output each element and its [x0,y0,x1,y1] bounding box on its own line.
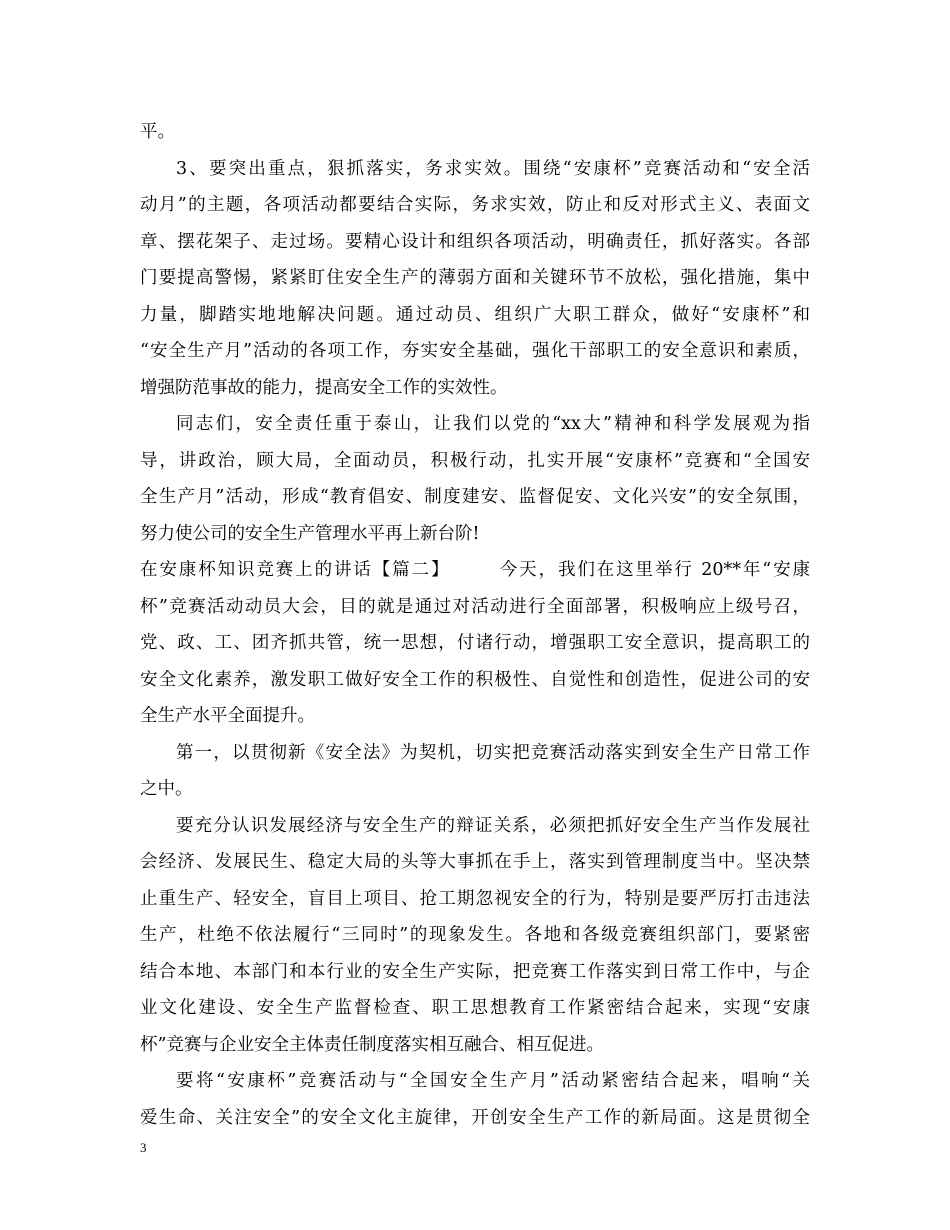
text-line: 要充分认识发展经济与安全生产的辩证关系，必须把抓好安全生产当作发展社 [176,815,810,836]
text-line: 动月”的主题，各项活动都要结合实际，务求实效，防止和反对形式主义、表面文 [140,195,810,215]
text-line: 第一，以贯彻新《安全法》为契机，切实把竞赛活动落实到安全生产日常工作 [176,742,810,763]
text-line: 杯”竞赛活动动员大会，目的就是通过对活动进行全面部署，积极响应上级号召， [140,596,810,617]
text-line: 导，讲政治，顾大局，全面动员，积极行动，扎实开展“安康杯”竞赛和“全国安 [140,450,810,471]
text-line: 会经济、发展民生、稳定大局的头等大事抓在手上，落实到管理制度当中。坚决禁 [140,852,810,872]
text-line: 增强防范事故的能力，提高安全工作的实效性。 [140,377,508,398]
body-text [140,114,810,1136]
text-line: 门要提高警惕，紧紧盯住安全生产的薄弱方面和关键环节不放松，强化措施，集中 [140,268,810,288]
text-line: 业文化建设、安全生产监督检查、职工思想教育工作紧密结合起来，实现“安康 [140,998,810,1018]
text-line: 之中。 [140,779,193,799]
text-line: 杯”竞赛与企业安全主体责任制度落实相互融合、相互促进。 [140,1034,604,1055]
text-line: 平。 [140,122,175,142]
text-line: 力量，脚踏实地地解决问题。通过动员、组织广大职工群众，做好“安康杯”和 [140,304,810,325]
page-number: 3 [140,1140,147,1155]
text-line: 止重生产、轻安全，盲目上项目、抢工期忽视安全的行为，特别是要严厉打击违法 [140,888,810,909]
text-line: 章、摆花架子、走过场。要精心设计和组织各项活动，明确责任，抓好落实。各部 [140,231,810,252]
text-line: “安全生产月”活动的各项工作，夯实安全基础，强化干部职工的安全意识和素质， [140,341,810,361]
text-line: 在安康杯知识竞赛上的讲话【篇二】 今天，我们在这里举行 20**年“安康 [140,560,810,580]
text-line: 全生产水平全面提升。 [140,706,315,726]
text-line: 生产，杜绝不依法履行“三同时”的现象发生。各地和各级竞赛组织部门，要紧密 [140,925,810,945]
text-line: 要将“安康杯”竞赛活动与“全国安全生产月”活动紧密结合起来，唱响“关 [176,1071,810,1091]
text-line: 党、政、工、团齐抓共管，统一思想，付诸行动，增强职工安全意识，提高职工的 [140,633,810,653]
text-line: 爱生命、关注安全”的安全文化主旋律，开创安全生产工作的新局面。这是贯彻全 [140,1107,810,1128]
text-line: 同志们，安全责任重于泰山，让我们以党的“xx大”精神和科学发展观为指 [176,414,810,434]
text-line: 全生产月”活动，形成“教育倡安、制度建安、监督促安、文化兴安”的安全氛围， [140,487,810,507]
text-line: 努力使公司的安全生产管理水平再上新台阶! [140,523,480,544]
text-line: 安全文化素养，激发职工做好安全工作的积极性、自觉性和创造性，促进公司的安 [140,669,810,690]
text-line: 3、要突出重点，狠抓落实，务求实效。围绕“安康杯”竞赛活动和“安全活 [176,158,810,179]
text-line: 结合本地、本部门和本行业的安全生产实际，把竞赛工作落实到日常工作中，与企 [140,961,810,982]
